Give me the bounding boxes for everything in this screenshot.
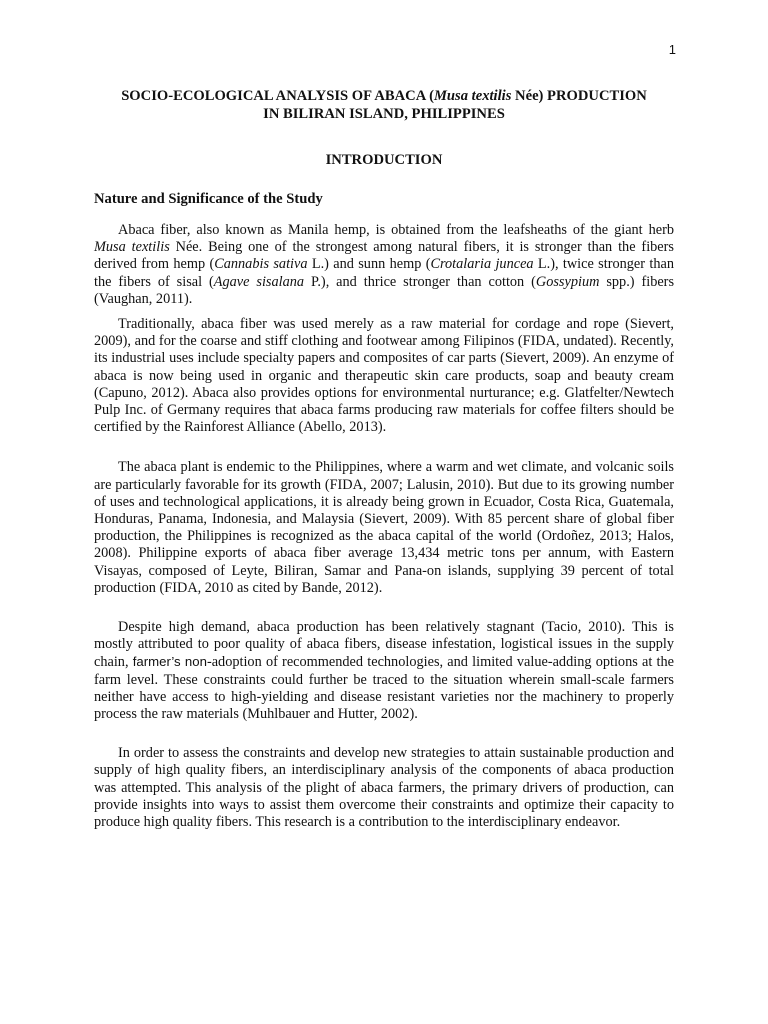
p4-text-1: Despite high demand, abaca production has been relatively stagnant (Tacio, 2010). This is mostly attributed to poor quality of abaca fibers, disease infestation, logistical issues in the supply chain, — [94, 619, 674, 671]
subheading: Nature and Significance of the Study — [94, 191, 323, 207]
body-text — [94, 222, 674, 831]
page-number: 1 — [668, 42, 676, 57]
p1-text-1: Abaca fiber, also known as Manila hemp, is obtained from the leafsheaths of the giant herb — [118, 222, 674, 238]
title-part1: SOCIO-ECOLOGICAL ANALYSIS OF ABACA ( — [121, 88, 434, 104]
title-part2: Née) PRODUCTION — [511, 88, 647, 104]
paragraph-1 — [94, 222, 674, 308]
paragraph-2: Traditionally, abaca fiber was used merely as a raw material for cordage and rope (Sievert, 2009), and for the coarse and stiff clothing and footwear among Filipinos (FIDA, undated). Recently, its industrial uses include specialty papers and composites of car parts (Sievert, 2009). An enzyme of abaca is now being used in organic and therapeutic skin care products, soap and beauty cream (Capuno, 2012). Abaca also provides options for environmental nurturance; e.g. Glatfelter/Newtech Pulp Inc. of Germany requires that abaca farms producing raw materials for coffee filters should be certified by the Rainforest Alliance (Abello, 2013). — [94, 316, 674, 436]
paragraph-3: The abaca plant is endemic to the Philippines, where a warm and wet climate, and volcanic soils are particularly favorable for its growth (FIDA, 2007; Lalusin, 2010). But due to its growing number of uses and technological applications, it is already being grown in Ecuador, Costa Rica, Guatemala, Honduras, Panama, Indonesia, and Malaysia (Sievert, 2009). With 85 percent share of global fiber production, the Philippines is recognized as the abaca capital of the world (Ordoñez, 2013; Halos, 2008). Philippine exports of abaca fiber average 13,434 metric tons per annum, with Eastern Visayas, composed of Leyte, Biliran, Samar and Pana-on islands, supplying 39 percent of total production (FIDA, 2010 as cited by Bande, 2012). — [94, 459, 674, 596]
title-scientific-name: Musa textilis — [433, 88, 512, 104]
p1-italic-3: Crotalaria juncea — [430, 256, 534, 273]
p1-italic-1: Musa textilis — [94, 239, 170, 256]
p1-text-4: L.), twice stronger than the fibers of sisal ( — [94, 256, 674, 290]
p1-text-6: spp.) fibers (Vaughan, 2011). — [94, 273, 675, 307]
document-title — [94, 87, 674, 123]
title-line2: IN BILIRAN ISLAND, PHILIPPINES — [263, 106, 505, 122]
p4-sans-text: farmer’s non — [132, 654, 207, 670]
p1-italic-4: Agave sisalana — [213, 273, 305, 290]
p1-text-5: P.), and thrice stronger than cotton ( — [304, 273, 536, 290]
section-heading: INTRODUCTION — [325, 152, 443, 168]
p4-text-2: -adoption of recommended technologies, and limited value-adding options at the farm level. These constraints could further be traced to the situation wherein small-scale farmers neither have access to high-yielding and disease resistant varieties nor the machinery to properly process the raw materials (Muhlbauer and Hutter, 2002). — [94, 654, 674, 723]
p1-italic-5: Gossypium — [535, 273, 600, 290]
paragraph-5: In order to assess the constraints and develop new strategies to attain sustainable production and supply of high quality fibers, an interdisciplinary analysis of the components of abaca production was attempted. This analysis of the plight of abaca farmers, the primary drivers of production, can provide insights into ways to assist them overcome their constraints and optimize their capacity to produce high quality fibers. This research is a contribution to the interdisciplinary endeavor. — [94, 745, 674, 831]
p1-text-3: L.) and sunn hemp ( — [307, 256, 431, 273]
paragraph-4 — [94, 619, 674, 723]
p1-italic-2: Cannabis sativa — [214, 256, 308, 273]
p1-text-2: Née. Being one of the strongest among natural fibers, it is stronger than the fibers derived from hemp ( — [94, 239, 674, 273]
